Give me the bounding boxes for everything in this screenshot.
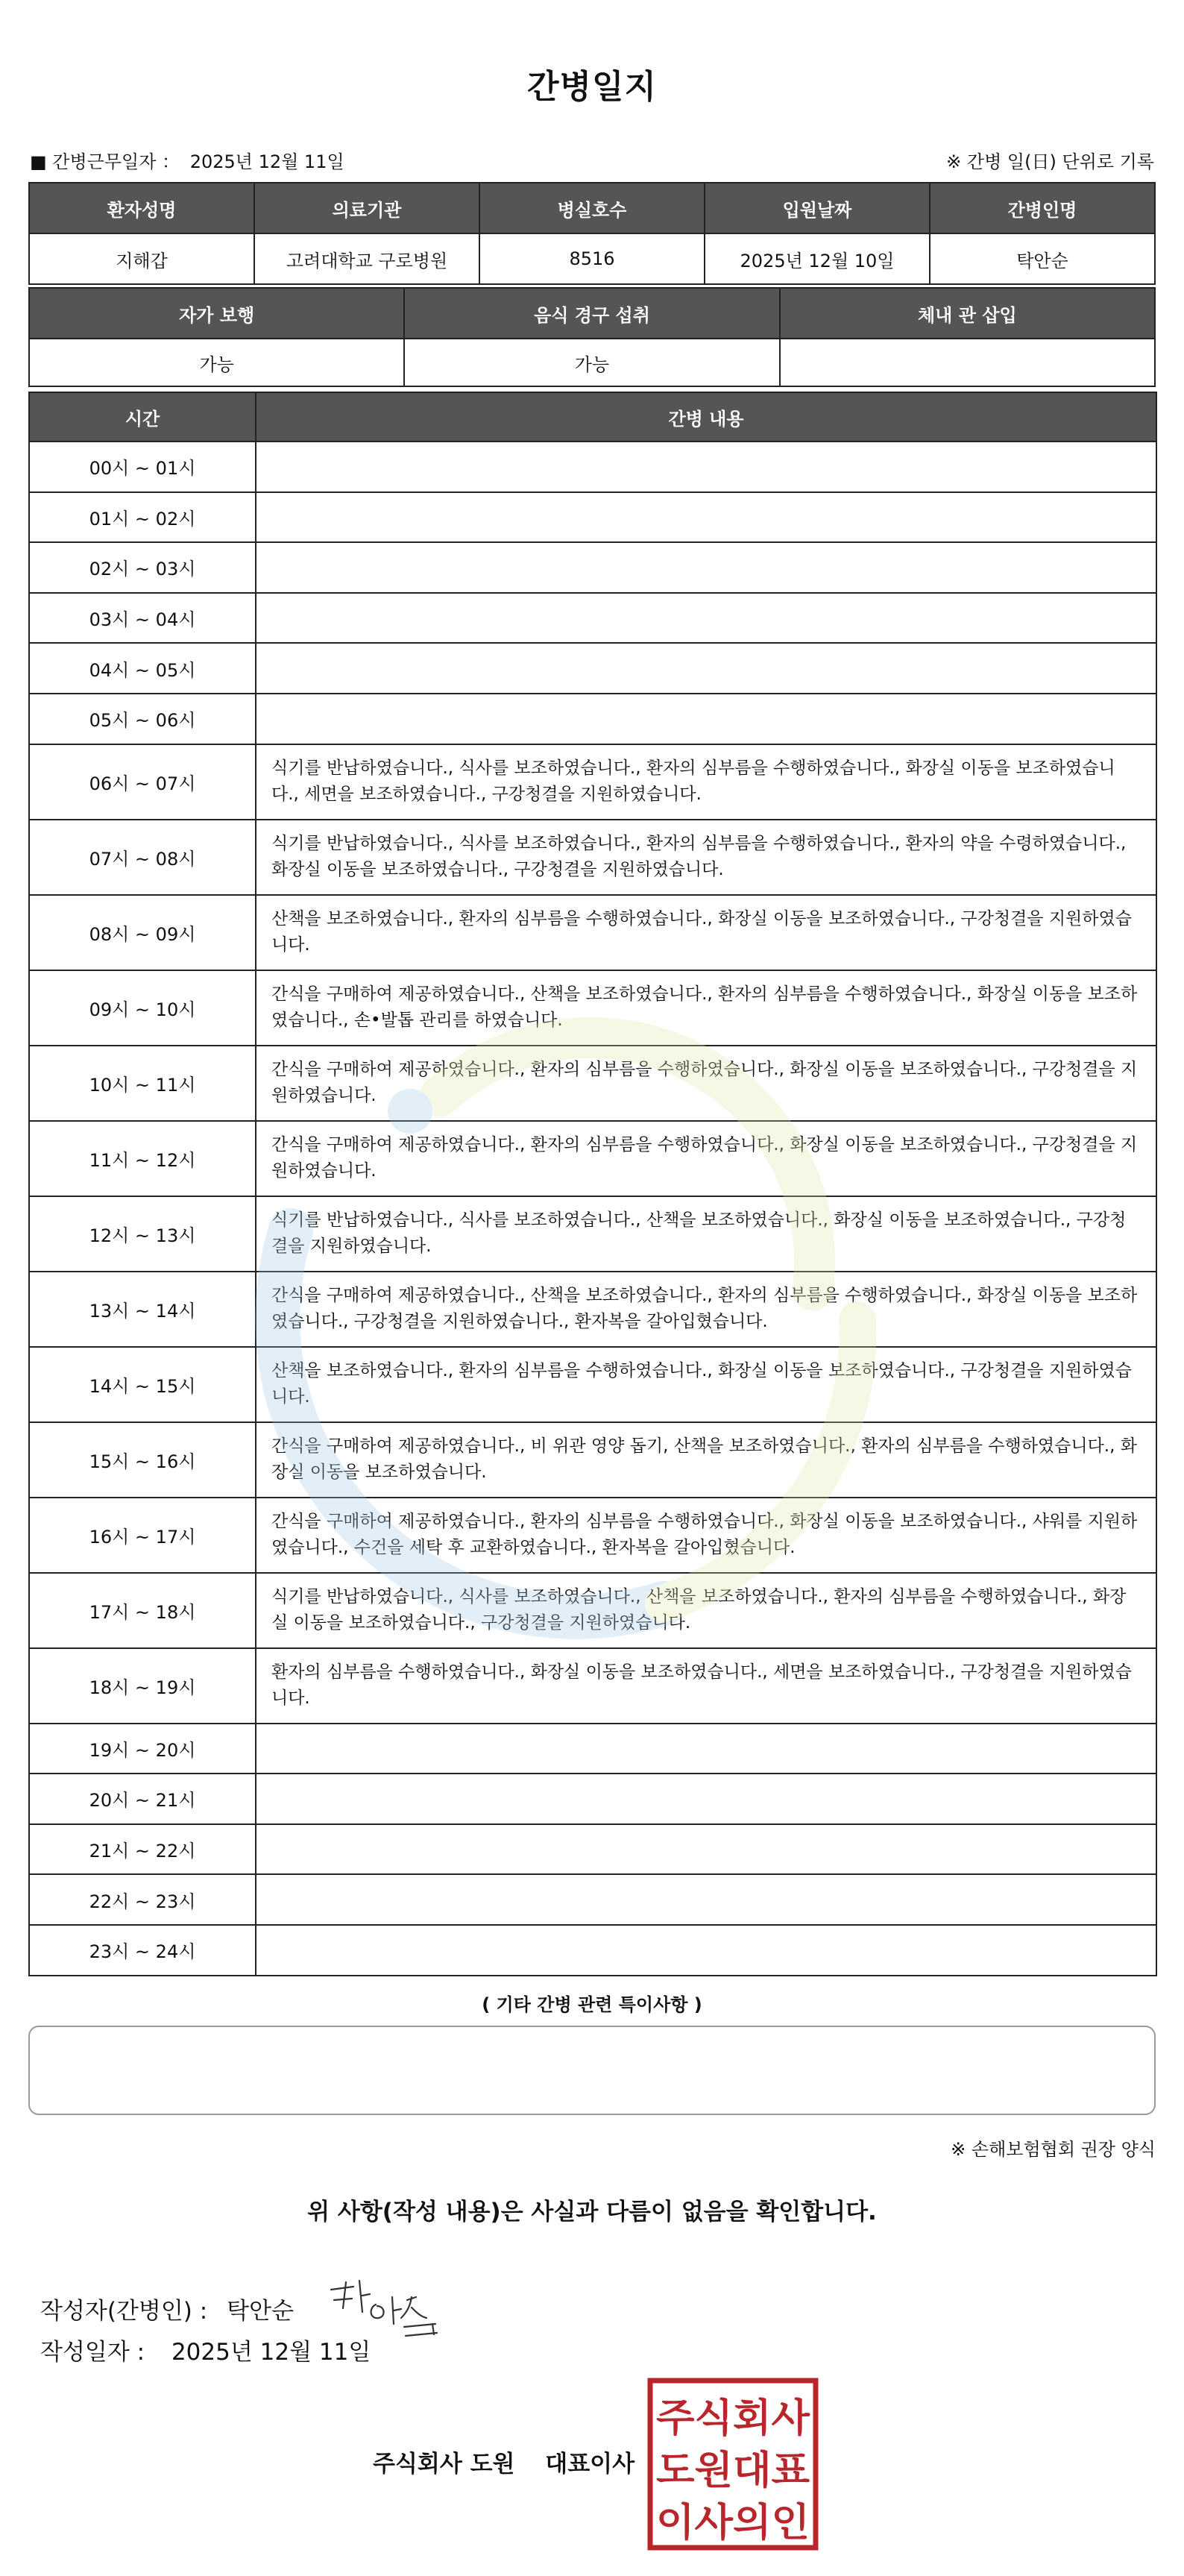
log-content [256,542,1156,593]
log-time: 16시 ~ 17시 [29,1498,256,1573]
log-row [29,1121,1156,1196]
patient-name: 지해갑 [29,233,254,284]
log-content [256,1925,1156,1976]
work-date-value: 2025년 12월 11일 [189,151,344,172]
log-content [256,492,1156,543]
header-room: 병실호수 [479,183,705,233]
log-row [29,970,1156,1046]
log-content: 간식을 구매하여 제공하였습니다., 산책을 보조하였습니다., 환자의 심부름을 수행하였습니다., 화장실 이동을 보조하였습니다., 손•발톱 관리를 하였습니다. [256,970,1156,1046]
log-time: 13시 ~ 14시 [29,1272,256,1347]
hospital-name: 고려대학교 구로병원 [254,233,479,284]
signature-image [324,2275,450,2342]
log-content: 간식을 구매하여 제공하였습니다., 비 위관 영양 돕기, 산책을 보조하였습니다., 환자의 심부름을 수행하였습니다., 화장실 이동을 보조하였습니다. [256,1422,1156,1498]
header-tube: 체내 관 삽입 [780,288,1155,339]
log-time: 00시 ~ 01시 [29,442,256,492]
log-time: 04시 ~ 05시 [29,643,256,694]
log-row [29,820,1156,895]
log-time: 14시 ~ 15시 [29,1347,256,1422]
status-header-row [29,288,1155,339]
log-row [29,1648,1156,1724]
log-time: 22시 ~ 23시 [29,1874,256,1925]
header-hospital: 의료기관 [254,183,479,233]
header-admission-date: 입원날짜 [705,183,930,233]
log-row [29,1824,1156,1875]
log-row [29,593,1156,644]
log-row [29,1422,1156,1498]
log-time: 17시 ~ 18시 [29,1573,256,1648]
writer-name: 탁안순 [227,2297,295,2325]
log-content [256,1724,1156,1774]
log-content: 식기를 반납하였습니다., 식사를 보조하였습니다., 산책을 보조하였습니다., 화장실 이동을 보조하였습니다., 구강청결을 지원하였습니다. [256,1196,1156,1272]
log-content [256,1774,1156,1824]
unit-note: ※ 간병 일(日) 단위로 기록 [946,151,1154,172]
log-row [29,744,1156,820]
writer-label: 작성자(간병인) : [40,2297,208,2325]
log-time: 02시 ~ 03시 [29,542,256,593]
log-row [29,1347,1156,1422]
log-time: 05시 ~ 06시 [29,694,256,744]
special-notes-title: ( 기타 간병 관련 특이사항 ) [482,1994,702,2015]
header-walking: 자가 보행 [29,288,404,339]
log-content [256,1824,1156,1875]
log-content: 간식을 구매하여 제공하였습니다., 환자의 심부름을 수행하였습니다., 화장실 이동을 보조하였습니다., 구강청결을 지원하였습니다. [256,1121,1156,1196]
room-number: 8516 [479,233,705,284]
log-content: 간식을 구매하여 제공하였습니다., 환자의 심부름을 수행하였습니다., 화장실 이동을 보조하였습니다., 구강청결을 지원하였습니다. [256,1046,1156,1121]
care-log-table [28,392,1157,1976]
log-row [29,1046,1156,1121]
writer-row [40,2275,450,2342]
walking-status: 가능 [29,339,404,386]
log-row [29,1573,1156,1648]
header-patient-name: 환자성명 [29,183,254,233]
log-content: 간식을 구매하여 제공하였습니다., 환자의 심부름을 수행하였습니다., 화장실 이동을 보조하였습니다., 샤워를 지원하였습니다., 수건을 세탁 후 교환하였습니다., 환자복을 갈아입혔습니다. [256,1498,1156,1573]
seal-line-1: 주식회사 [656,2396,810,2441]
write-date-label: 작성일자 : [40,2339,145,2366]
form-note: ※ 손해보험협회 권장 양식 [951,2139,1156,2160]
log-time: 21시 ~ 22시 [29,1824,256,1875]
log-row [29,1498,1156,1573]
seal-line-3: 이사의인 [656,2501,810,2545]
confirmation-statement: 위 사항(작성 내용)은 사실과 다름이 없음을 확인합니다. [307,2199,877,2225]
log-time: 20시 ~ 21시 [29,1774,256,1824]
status-value-row [29,339,1155,386]
log-row [29,643,1156,694]
header-oral-intake: 음식 경구 섭취 [404,288,779,339]
log-header-row [29,392,1156,442]
log-content: 식기를 반납하였습니다., 식사를 보조하였습니다., 환자의 심부름을 수행하였습니다., 화장실 이동을 보조하였습니다., 세면을 보조하였습니다., 구강청결을 지원하였습니다. [256,744,1156,820]
log-time: 15시 ~ 16시 [29,1422,256,1498]
log-content [256,1874,1156,1925]
log-row [29,492,1156,543]
log-content: 식기를 반납하였습니다., 식사를 보조하였습니다., 산책을 보조하였습니다., 환자의 심부름을 수행하였습니다., 화장실 이동을 보조하였습니다., 구강청결을 지원하였습니다. [256,1573,1156,1648]
company-seal [647,2378,819,2551]
log-time: 11시 ~ 12시 [29,1121,256,1196]
log-time: 10시 ~ 11시 [29,1046,256,1121]
work-date-label: ■ 간병근무일자 ： [30,151,180,172]
page-title: 간병일지 [526,68,657,106]
log-row [29,1874,1156,1925]
caregiver-name: 탁안순 [930,233,1155,284]
company-row [373,2445,634,2478]
log-row [29,1196,1156,1272]
log-content: 환자의 심부름을 수행하였습니다., 화장실 이동을 보조하였습니다., 세면을 보조하였습니다., 구강청결을 지원하였습니다. [256,1648,1156,1724]
work-date [30,147,349,173]
log-content [256,643,1156,694]
patient-info-table [28,182,1156,285]
log-row [29,1925,1156,1976]
oral-intake-status: 가능 [404,339,779,386]
log-content: 간식을 구매하여 제공하였습니다., 산책을 보조하였습니다., 환자의 심부름을 수행하였습니다., 화장실 이동을 보조하였습니다., 구강청결을 지원하였습니다., 환자복을 갈아입혔습니다. [256,1272,1156,1347]
info-header-row [29,183,1155,233]
header-caregiver: 간병인명 [930,183,1155,233]
log-time: 03시 ~ 04시 [29,593,256,644]
log-row [29,1774,1156,1824]
log-time: 01시 ~ 02시 [29,492,256,543]
special-notes-box [28,2026,1156,2115]
log-content [256,442,1156,492]
log-time: 08시 ~ 09시 [29,895,256,970]
company-name: 주식회사 도원 [373,2451,515,2478]
log-time: 19시 ~ 20시 [29,1724,256,1774]
header-time: 시간 [29,392,256,442]
patient-status-table [28,287,1156,387]
seal-line-2: 도원대표 [656,2448,810,2493]
log-row [29,694,1156,744]
log-row [29,542,1156,593]
log-content: 산책을 보조하였습니다., 환자의 심부름을 수행하였습니다., 화장실 이동을 보조하였습니다., 구강청결을 지원하였습니다. [256,895,1156,970]
log-content: 산책을 보조하였습니다., 환자의 심부름을 수행하였습니다., 화장실 이동을 보조하였습니다., 구강청결을 지원하였습니다. [256,1347,1156,1422]
log-body [29,442,1156,1976]
log-row [29,442,1156,492]
log-row [29,1724,1156,1774]
log-content [256,593,1156,644]
admission-date: 2025년 12월 10일 [705,233,930,284]
write-date-value: 2025년 12월 11일 [171,2339,371,2366]
company-title: 대표이사 [545,2451,635,2478]
log-time: 23시 ~ 24시 [29,1925,256,1976]
log-time: 06시 ~ 07시 [29,744,256,820]
log-content: 식기를 반납하였습니다., 식사를 보조하였습니다., 환자의 심부름을 수행하였습니다., 환자의 약을 수령하였습니다., 화장실 이동을 보조하였습니다., 구강청결을 지원하였습니다. [256,820,1156,895]
info-value-row [29,233,1155,284]
tube-status [780,339,1155,386]
log-time: 18시 ~ 19시 [29,1648,256,1724]
log-row [29,895,1156,970]
log-content [256,694,1156,744]
log-time: 09시 ~ 10시 [29,970,256,1046]
log-time: 07시 ~ 08시 [29,820,256,895]
write-date-row [40,2333,371,2366]
log-time: 12시 ~ 13시 [29,1196,256,1272]
meta-row [30,145,1154,175]
log-row [29,1272,1156,1347]
header-care-content: 간병 내용 [256,392,1156,442]
